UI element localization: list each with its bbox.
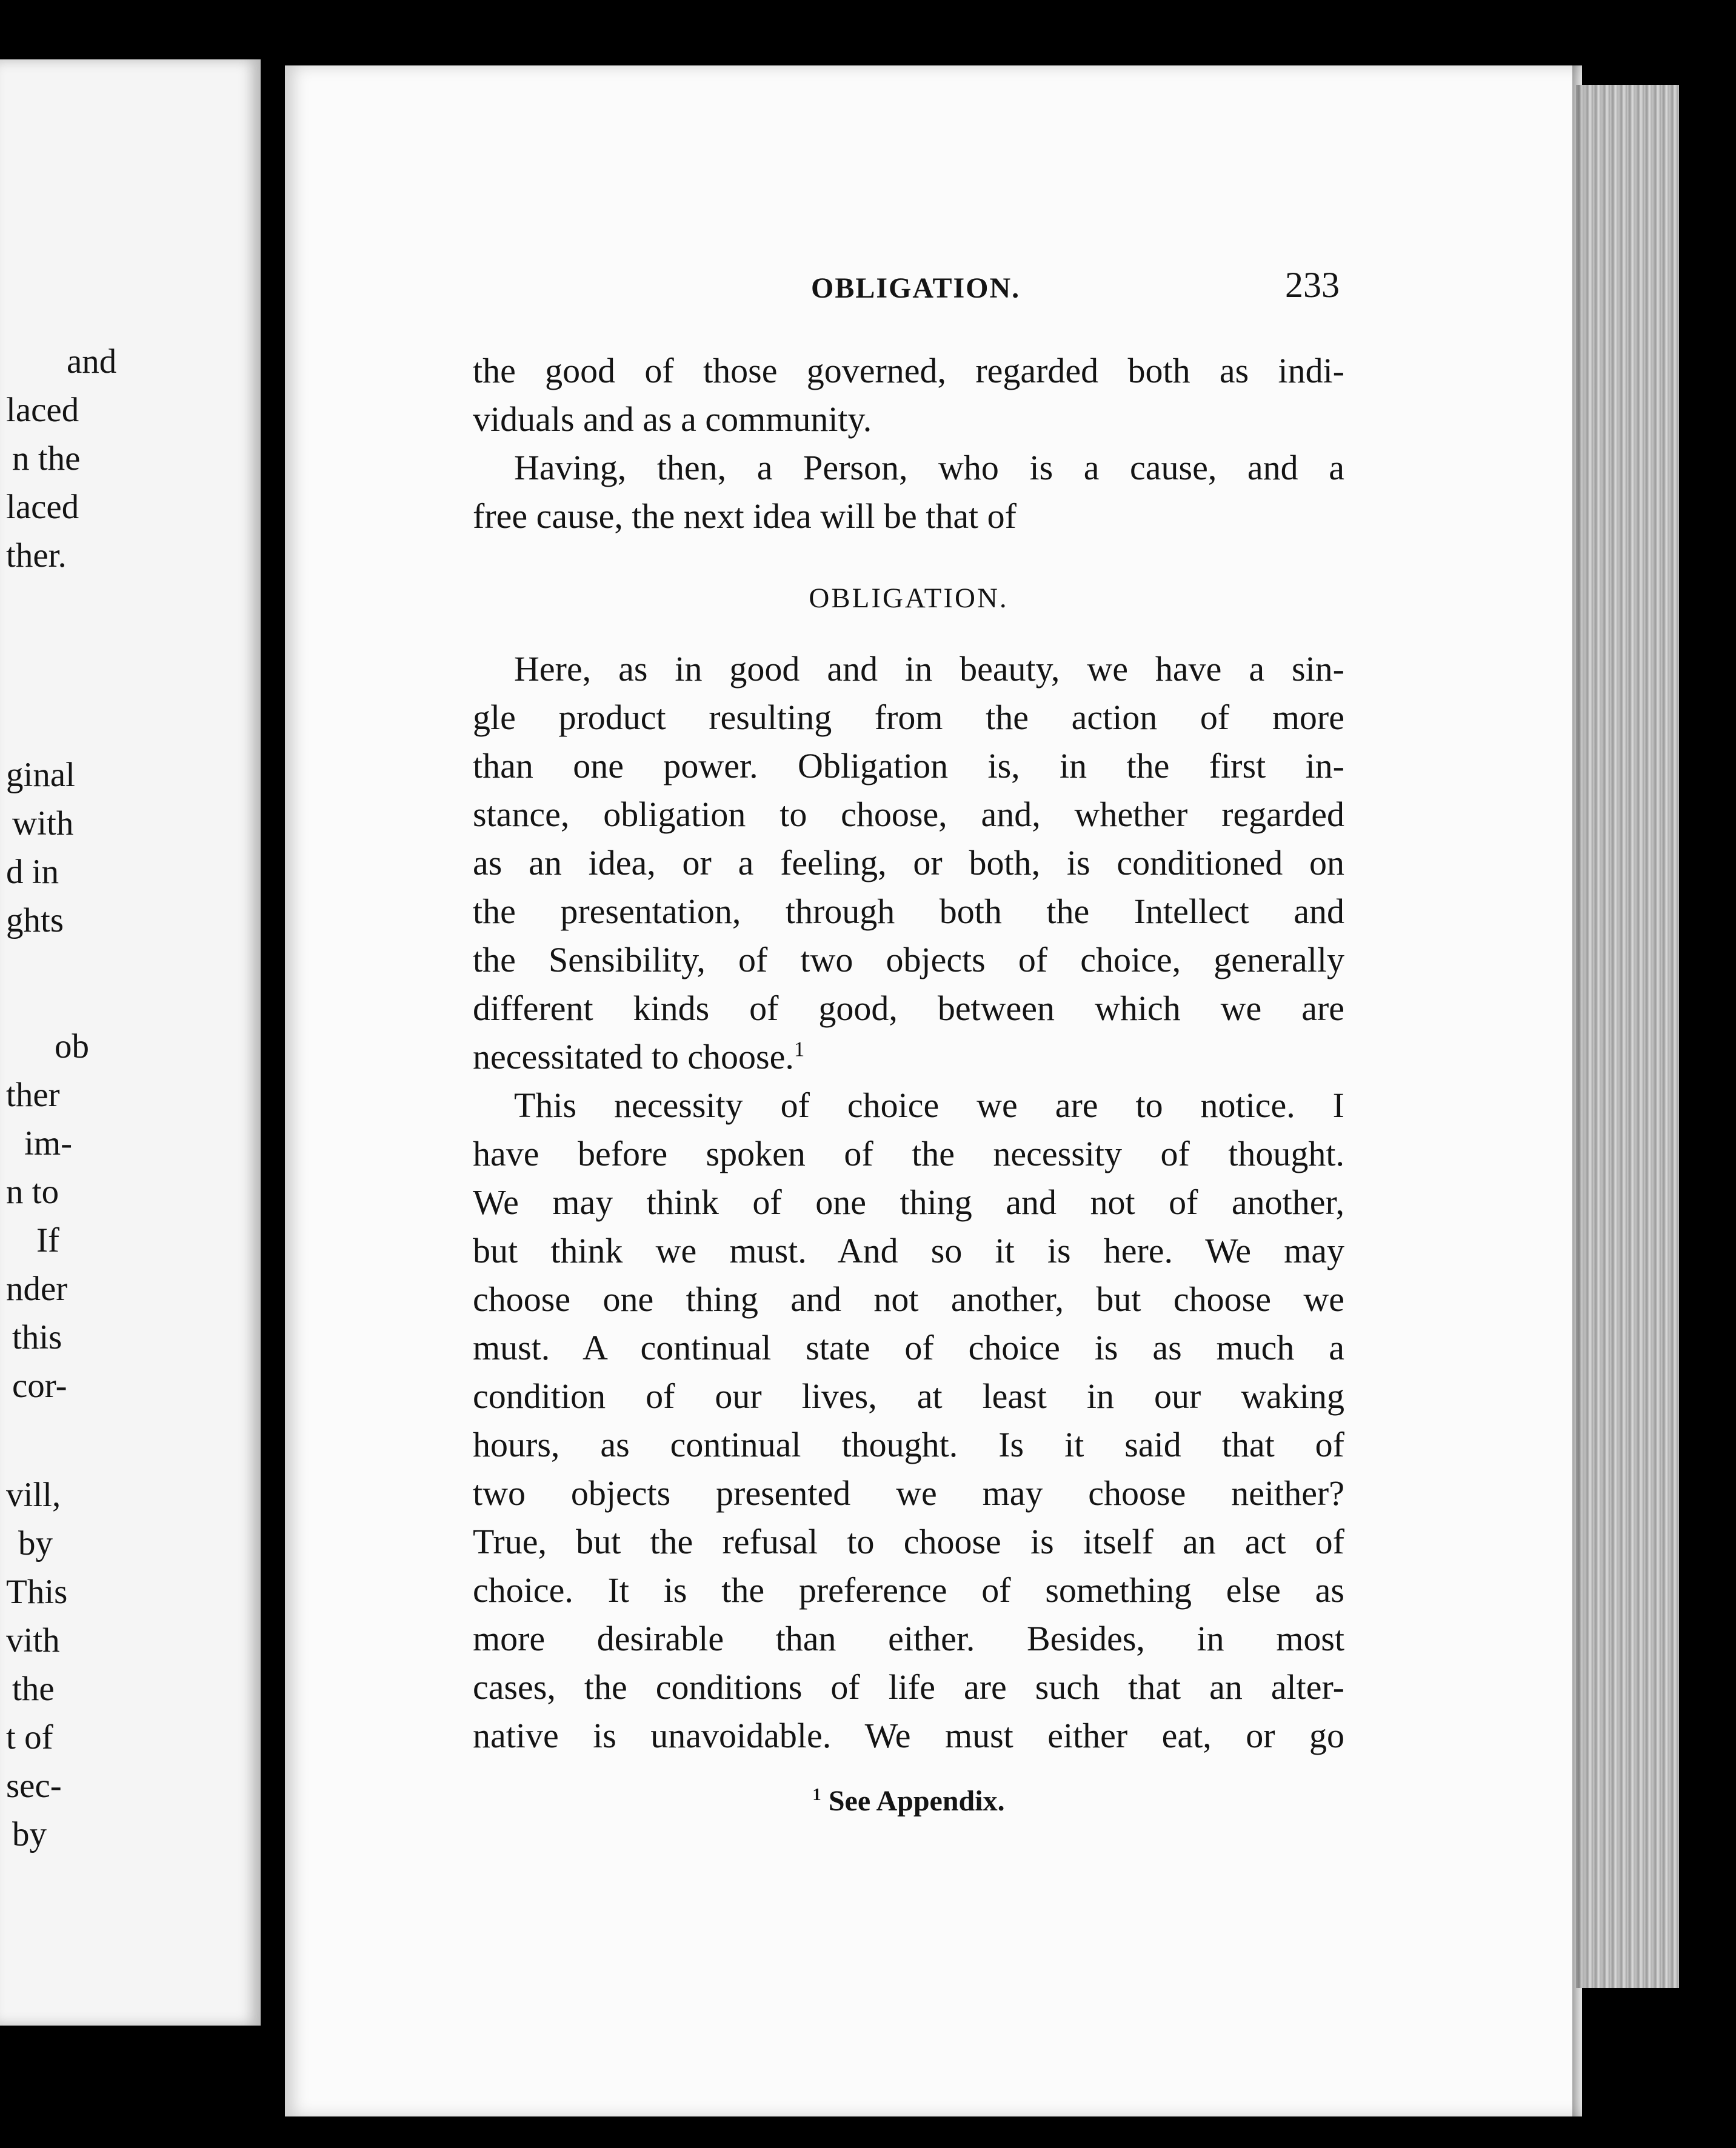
previous-page xyxy=(0,59,261,2026)
text-line: choice. It is the preference of something else as xyxy=(473,1570,1344,1610)
text-line: condition of our lives, at least in our waking xyxy=(473,1376,1344,1416)
left-page-line: If xyxy=(36,1221,59,1259)
footnote-text: See Appendix. xyxy=(828,1785,1005,1817)
text-line: more desirable than either. Besides, in most xyxy=(473,1619,1344,1658)
left-page-line: cor- xyxy=(12,1367,67,1405)
text-line: gle product resulting from the action of more xyxy=(473,698,1344,737)
text-line: True, but the refusal to choose is itself an act of xyxy=(473,1522,1344,1561)
left-page-line: laced xyxy=(6,488,79,526)
left-page-line: with xyxy=(12,804,74,842)
text-line: hours, as continual thought. Is it said that of xyxy=(473,1425,1344,1464)
text-line: as an idea, or a feeling, or both, is conditioned on xyxy=(473,843,1344,882)
text-line: the presentation, through both the Intellect and xyxy=(473,892,1344,931)
text-line: Here, as in good and in beauty, we have a sin- xyxy=(514,649,1344,689)
text-line: native is unavoidable. We must either eat, or go xyxy=(473,1716,1344,1755)
section-heading: OBLIGATION. xyxy=(809,582,1009,614)
text-line xyxy=(473,1033,1344,1081)
text-line: This necessity of choice we are to notice. I xyxy=(514,1086,1344,1125)
left-page-line: vith xyxy=(6,1621,60,1659)
left-page-line: by xyxy=(18,1524,53,1563)
left-page-line: ob xyxy=(55,1027,89,1066)
left-page-line: nder xyxy=(6,1270,68,1308)
text-line: free cause, the next idea will be that of xyxy=(473,496,1017,536)
left-page-line: ther. xyxy=(6,536,67,575)
left-page-line: and xyxy=(67,342,117,381)
text-line: different kinds of good, between which we are xyxy=(473,989,1344,1028)
page-number: 233 xyxy=(1285,265,1340,305)
left-page-line: ther xyxy=(6,1076,60,1114)
left-page-line: ghts xyxy=(6,901,64,939)
left-page-line: by xyxy=(12,1815,47,1853)
page-edges xyxy=(1576,85,1679,1988)
text-line: two objects presented we may choose neither? xyxy=(473,1473,1344,1513)
text-line: the good of those governed, regarded both as indi- xyxy=(473,351,1344,390)
left-page-line: im- xyxy=(24,1124,73,1162)
text-line: the Sensibility, of two objects of choice, generally xyxy=(473,940,1344,979)
left-page-line: t of xyxy=(6,1718,53,1756)
text-line: We may think of one thing and not of another, xyxy=(473,1182,1344,1222)
text-line: cases, the conditions of life are such that an alter- xyxy=(473,1667,1344,1707)
footnote-marker: 1 xyxy=(812,1785,821,1804)
text-line-content: necessitated to choose. xyxy=(473,1037,794,1076)
footnote-marker: 1 xyxy=(793,1037,805,1061)
running-head: OBLIGATION. xyxy=(811,272,1021,304)
left-page-line: sec- xyxy=(6,1767,62,1805)
text-line: choose one thing and not another, but choose we xyxy=(473,1279,1344,1319)
text-line: than one power. Obligation is, in the first in- xyxy=(473,746,1344,785)
text-line: must. A continual state of choice is as much a xyxy=(473,1328,1344,1367)
page-edge-shadow xyxy=(1572,65,1584,2116)
left-page-line: d in xyxy=(6,853,59,891)
left-page-line: vill, xyxy=(6,1476,61,1514)
footnote xyxy=(473,1784,1344,1818)
left-page-line: the xyxy=(12,1670,55,1708)
left-page-line: ginal xyxy=(6,756,75,794)
left-page-line: This xyxy=(6,1573,68,1611)
left-page-line: n the xyxy=(12,439,81,478)
text-line: viduals and as a community. xyxy=(473,399,872,439)
left-page-line: n to xyxy=(6,1173,59,1211)
text-line: stance, obligation to choose, and, whether regarded xyxy=(473,795,1344,834)
text-line: have before spoken of the necessity of thought. xyxy=(473,1134,1344,1173)
left-page-line: this xyxy=(12,1318,62,1356)
left-page-line: laced xyxy=(6,391,79,429)
text-line: Having, then, a Person, who is a cause, and a xyxy=(514,448,1344,487)
text-line: but think we must. And so it is here. We may xyxy=(473,1231,1344,1270)
